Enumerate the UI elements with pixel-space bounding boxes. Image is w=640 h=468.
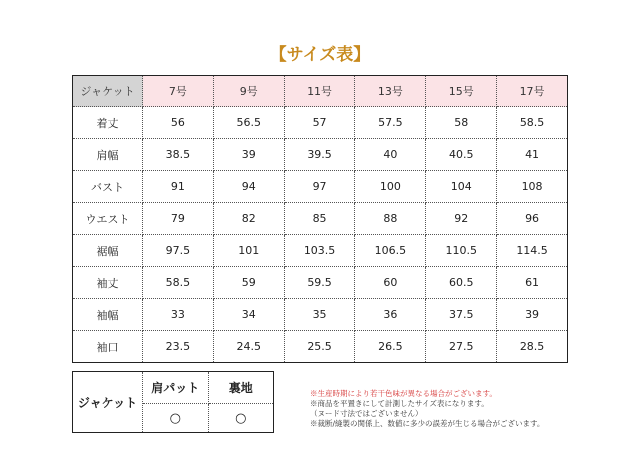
- size-table-row: [73, 203, 568, 235]
- measurement-value: 92: [426, 203, 497, 235]
- note-flat-measurement: ※商品を平置きにして計測したサイズ表になります。: [310, 399, 489, 408]
- measurement-value: 26.5: [355, 331, 426, 363]
- note-color-variation: ※生産時期により若干色味が異なる場合がございます。: [310, 389, 497, 398]
- measurement-value: 25.5: [284, 331, 355, 363]
- measurement-value: 103.5: [284, 235, 355, 267]
- measurement-value: 39.5: [284, 139, 355, 171]
- size-column-header: 11号: [284, 76, 355, 107]
- measurement-value: 27.5: [426, 331, 497, 363]
- measurement-value: 40.5: [426, 139, 497, 171]
- option-header-lining: 裏地: [208, 372, 274, 404]
- measurement-value: 34: [213, 299, 284, 331]
- option-row-label: ジャケット: [73, 372, 143, 433]
- measurement-value: 58.5: [497, 107, 568, 139]
- measurement-value: 59.5: [284, 267, 355, 299]
- measurement-value: 39: [213, 139, 284, 171]
- size-table-row: [73, 171, 568, 203]
- measurement-value: 33: [143, 299, 214, 331]
- measurement-value: 106.5: [355, 235, 426, 267]
- size-table-row: [73, 235, 568, 267]
- measurement-value: 100: [355, 171, 426, 203]
- measurement-value: 94: [213, 171, 284, 203]
- measurement-value: 35: [284, 299, 355, 331]
- option-table: [72, 371, 274, 433]
- measurement-value: 96: [497, 203, 568, 235]
- measurement-value: 91: [143, 171, 214, 203]
- notes: [310, 389, 630, 429]
- size-column-header: 9号: [213, 76, 284, 107]
- size-column-header: 17号: [497, 76, 568, 107]
- measurement-value: 24.5: [213, 331, 284, 363]
- option-header-shoulder-pad: 肩パット: [143, 372, 209, 404]
- measurement-value: 59: [213, 267, 284, 299]
- measurement-value: 88: [355, 203, 426, 235]
- measurement-value: 79: [143, 203, 214, 235]
- measurement-label: ウエスト: [73, 203, 143, 235]
- measurement-value: 28.5: [497, 331, 568, 363]
- size-table: [72, 75, 568, 363]
- size-column-header: 13号: [355, 76, 426, 107]
- measurement-label: 袖丈: [73, 267, 143, 299]
- measurement-label: 袖幅: [73, 299, 143, 331]
- measurement-value: 41: [497, 139, 568, 171]
- measurement-label: 裾幅: [73, 235, 143, 267]
- measurement-value: 23.5: [143, 331, 214, 363]
- size-table-row: [73, 331, 568, 363]
- measurement-value: 38.5: [143, 139, 214, 171]
- measurement-value: 58: [426, 107, 497, 139]
- measurement-label: 着丈: [73, 107, 143, 139]
- measurement-value: 101: [213, 235, 284, 267]
- measurement-label: バスト: [73, 171, 143, 203]
- measurement-value: 58.5: [143, 267, 214, 299]
- measurement-value: 97: [284, 171, 355, 203]
- option-header-row: [73, 372, 274, 404]
- option-mark-lining: ○: [208, 404, 274, 433]
- note-tolerance: ※裁断/縫製の関係上、数値に多少の誤差が生じる場合がございます。: [310, 419, 545, 428]
- measurement-value: 60.5: [426, 267, 497, 299]
- measurement-value: 114.5: [497, 235, 568, 267]
- measurement-value: 57: [284, 107, 355, 139]
- size-table-row: [73, 267, 568, 299]
- note-not-nude-size: （ヌード寸法ではございません）: [310, 409, 423, 418]
- size-table-header-row: [73, 76, 568, 107]
- size-table-row: [73, 139, 568, 171]
- measurement-value: 82: [213, 203, 284, 235]
- measurement-value: 85: [284, 203, 355, 235]
- size-column-header: 15号: [426, 76, 497, 107]
- size-table-row: [73, 107, 568, 139]
- measurement-value: 39: [497, 299, 568, 331]
- measurement-label: 肩幅: [73, 139, 143, 171]
- measurement-value: 60: [355, 267, 426, 299]
- measurement-value: 56.5: [213, 107, 284, 139]
- measurement-value: 110.5: [426, 235, 497, 267]
- measurement-value: 56: [143, 107, 214, 139]
- size-table-body: [73, 107, 568, 363]
- measurement-value: 97.5: [143, 235, 214, 267]
- measurement-value: 57.5: [355, 107, 426, 139]
- size-table-row: [73, 299, 568, 331]
- option-mark-shoulder-pad: ○: [143, 404, 209, 433]
- size-column-header: 7号: [143, 76, 214, 107]
- measurement-value: 61: [497, 267, 568, 299]
- page-title: 【サイズ表】: [269, 45, 371, 65]
- measurement-label: 袖口: [73, 331, 143, 363]
- measurement-value: 37.5: [426, 299, 497, 331]
- measurement-value: 36: [355, 299, 426, 331]
- measurement-value: 104: [426, 171, 497, 203]
- size-table-corner-label: ジャケット: [73, 76, 143, 107]
- measurement-value: 40: [355, 139, 426, 171]
- measurement-value: 108: [497, 171, 568, 203]
